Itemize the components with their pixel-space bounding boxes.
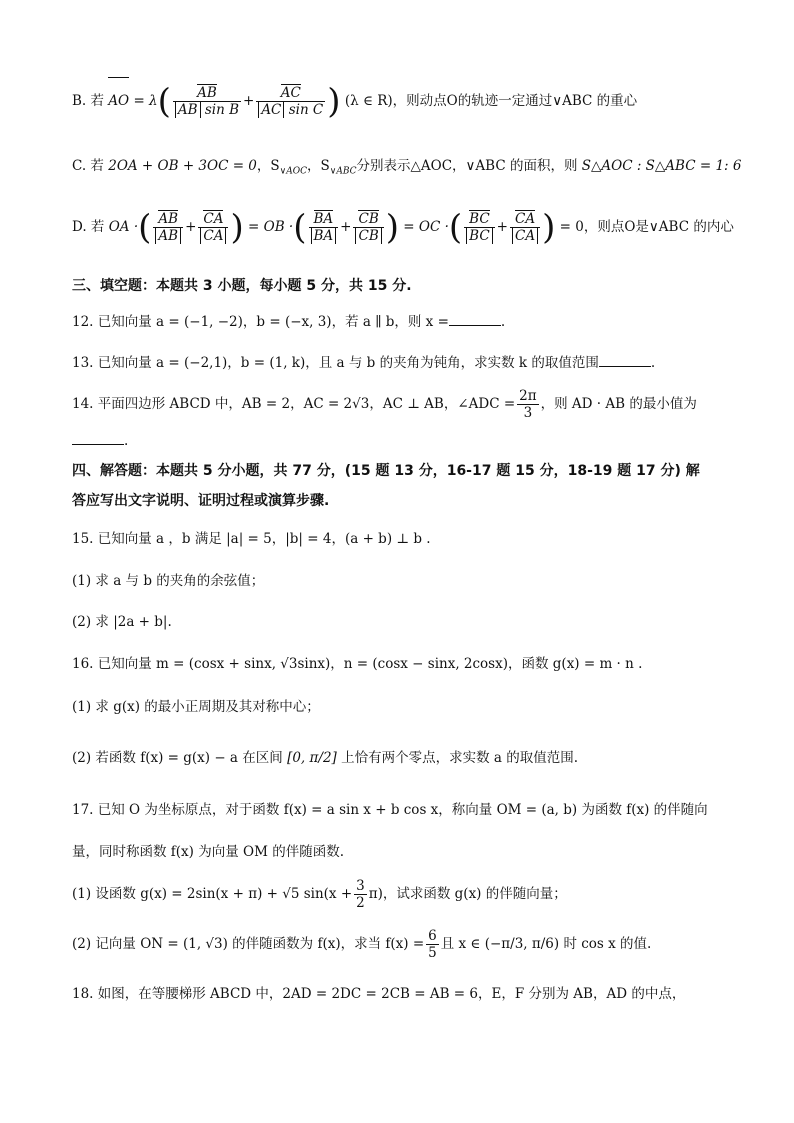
option-b: B. 若 AO = λ( $\frac{AB}{\text{AB sin B}}$ + $\frac{AC}{\text{AC sin C}}$ ) (λ ∈ R)，则动点O的轨迹一定通过∨ABC 的重心	[72, 78, 754, 128]
interval-0-pi-2: [0, π/2]	[287, 750, 337, 766]
question-16-stem: 16. 已知向量 m = (cosx + sinx, √3sinx)，n = (cosx − sinx, 2cosx)，函数 g(x) = m · n .	[72, 656, 643, 672]
option-b-label: B. 若	[72, 93, 105, 109]
option-c-equation: 2OA + OB + 3OC = 0	[108, 158, 257, 174]
right-paren: )	[327, 81, 341, 122]
question-16-part-2: (2) 若函数 f(x) = g(x) − a 在区间 [0, π/2] 上恰有两个零点，求实数 a 的取值范围.	[72, 750, 579, 766]
question-17-part-1: (1) 设函数 g(x) = 2sin(x + π) + √5 sin(x + $\frac{3}{2}$ π)，试求函数 g(x) 的伴随向量；	[72, 878, 567, 911]
equals-lambda: = λ	[133, 93, 158, 109]
question-14: 14. 平面四边形 ABCD 中，AB = 2，AC = 2√3，AC ⊥ AB，∠ADC = $\frac{2\pi}{3}$ ，则 AD · AB 的最小值为	[72, 388, 697, 421]
question-15-part-1: (1) 求 a 与 b 的夹角的余弦值；	[72, 573, 265, 589]
answer-blank-12[interactable]	[449, 311, 501, 326]
question-16-part-1: (1) 求 g(x) 的最小正周期及其对称中心；	[72, 699, 320, 715]
question-18-stem: 18. 如图，在等腰梯形 ABCD 中，2AD = 2DC = 2CB = AB = 6，E，F 分别为 AB，AD 的中点，	[72, 986, 686, 1002]
question-15-stem: 15. 已知向量 a ，b 满足 |a| = 5，|b| = 4，(a + b) ⊥ b .	[72, 531, 431, 547]
question-12: 12. 已知向量 a = (−1, −2)，b = (−x, 3)，若 a ∥ b，则 x = .	[72, 311, 754, 332]
option-d: D. 若 OA ·( $\frac{AB}{AB}$ + $\frac{CA}{CA}$ ) = OB ·( $\frac{BA}{BA}$ + $\frac{CB}{CB}$ ) = OC ·( $\frac{BC}{BC}$ + $\frac{CA}{CA}$ ) = 0，则点O是∨ABC 的内心	[72, 207, 734, 248]
fraction-ab: $\frac{AB}{\text{AB sin B}}$	[173, 85, 241, 118]
answer-blank-13[interactable]	[599, 352, 651, 367]
question-17-line-2: 量，同时称函数 f(x) 为向量 OM 的伴随函数.	[72, 844, 344, 860]
option-b-tail: ，则动点O的轨迹一定通过∨ABC 的重心	[392, 93, 638, 109]
question-14-blank-line: .	[72, 430, 754, 451]
section-4-heading: 四、解答题：本题共 5 分小题，共 77 分，(15 题 13 分，16-17 题 15 分，18-19 题 17 分) 解	[72, 463, 700, 479]
left-paren: (	[157, 81, 171, 122]
fraction-ac: $\frac{AC}{\text{AC sin C}}$	[256, 85, 325, 118]
question-15-part-2: (2) 求 |2a + b|.	[72, 614, 172, 630]
question-13: 13. 已知向量 a = (−2,1)，b = (1, k)，且 a 与 b 的夹角为钝角，求实数 k 的取值范围 .	[72, 352, 754, 373]
option-c: C. 若 2OA + OB + 3OC = 0，$S_{\vee AOC}$，$S_{\vee ABC}$分别表示△AOC，∨ABC 的面积，则 S△AOC : S△ABC = 1: 6	[72, 158, 742, 177]
question-17-part-2: (2) 记向量 ON = (1, √3) 的伴随函数为 f(x)，求当 f(x) = $\frac{6}{5}$ 且 x ∈ (−π/3, π/6) 时 cos x 的值.	[72, 928, 652, 961]
question-17-line-1: 17. 已知 O 为坐标原点，对于函数 f(x) = a sin x + b cos x，称向量 OM = (a, b) 为函数 f(x) 的伴随向	[72, 802, 708, 818]
answer-blank-14[interactable]	[72, 430, 124, 445]
section-4-heading-cont: 答应写出文字说明、证明过程或演算步骤.	[72, 493, 330, 509]
section-3-heading: 三、填空题：本题共 3 小题，每小题 5 分，共 15 分.	[72, 278, 412, 294]
vector-ao: AO	[108, 78, 129, 124]
option-b-cond: (λ ∈ R)	[344, 93, 393, 109]
option-c-ratio: S△AOC : S△ABC = 1: 6	[581, 158, 742, 174]
